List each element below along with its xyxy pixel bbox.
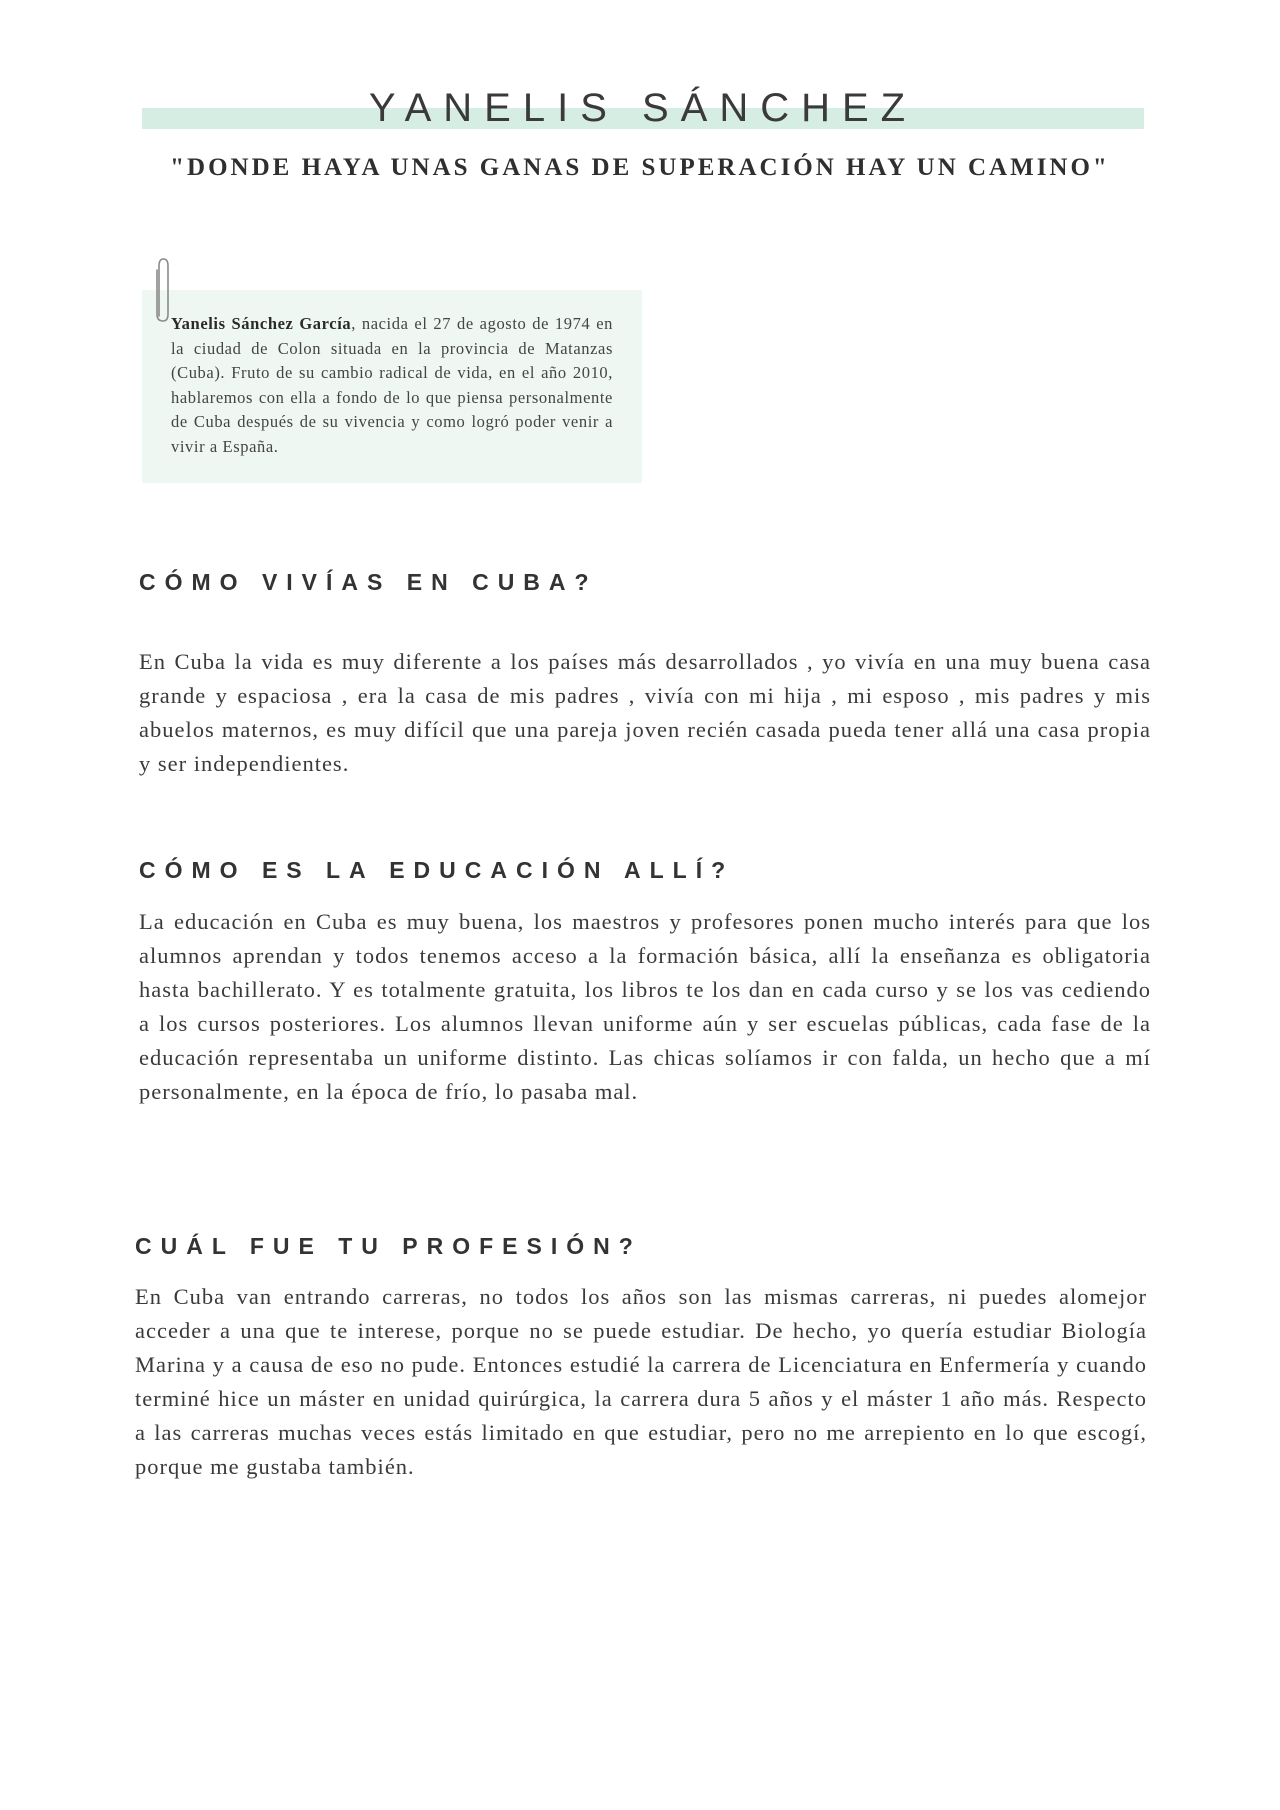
headline-quote: "DONDE HAYA UNAS GANAS DE SUPERACIÓN HAY UN CAMINO" <box>170 154 1110 181</box>
section-heading-profesion: CUÁL FUE TU PROFESIÓN? <box>135 1233 642 1259</box>
page-title: YANELIS SÁNCHEZ <box>368 86 918 130</box>
section-body-educacion: La educación en Cuba es muy buena, los maestros y profesores ponen mucho interés para que los alumnos aprendan y todos tenemos acceso a la formación básica, allí la enseñanza es obligatoria hasta bachillerato. Y es totalmente gratuita, los libros te los dan en cada curso y se los vas cediendo a los cursos posteriores. Los alumnos llevan uniforme aún y ser escuelas públicas, cada fase de la educación representaba un uniforme distinto. Las chicas solíamos ir con falda, un hecho que a mí personalmente, en la época de frío, lo pasaba mal. <box>139 909 1151 1104</box>
intro-paragraph <box>171 312 613 459</box>
section-body-vivias: En Cuba la vida es muy diferente a los países más desarrollados , yo vivía en una muy buena casa grande y espaciosa , era la casa de mis padres , vivía con mi hija , mi esposo , mis padres y mis abuelos maternos, es muy difícil que una pareja joven recién casada pueda tener allá una casa propia y ser independientes. <box>139 649 1151 776</box>
section-heading-vivias: CÓMO VIVÍAS EN CUBA? <box>139 569 598 595</box>
intro-name: Yanelis Sánchez García <box>171 314 352 333</box>
intro-text: , nacida el 27 de agosto de 1974 en la ciudad de Colon situada en la provincia de Matanzas (Cuba). Fruto de su cambio radical de vida, en el año 2010, hablaremos con ella a fondo de lo que piensa personalmente de Cuba después de su vivencia y como logró poder venir a vivir a España. <box>171 314 613 456</box>
section-heading-educacion: CÓMO ES LA EDUCACIÓN ALLÍ? <box>139 857 735 883</box>
section-body-profesion: En Cuba van entrando carreras, no todos los años son las mismas carreras, ni puedes alomejor acceder a una que te interese, porque no se puede estudiar. De hecho, yo quería estudiar Biología Marina y a causa de eso no pude. Entonces estudié la carrera de Licenciatura en Enfermería y cuando terminé hice un máster en unidad quirúrgica, la carrera dura 5 años y el máster 1 año más. Respecto a las carreras muchas veces estás limitado en que estudiar, pero no me arrepiento en lo que escogí, porque me gustaba también. <box>135 1284 1147 1479</box>
